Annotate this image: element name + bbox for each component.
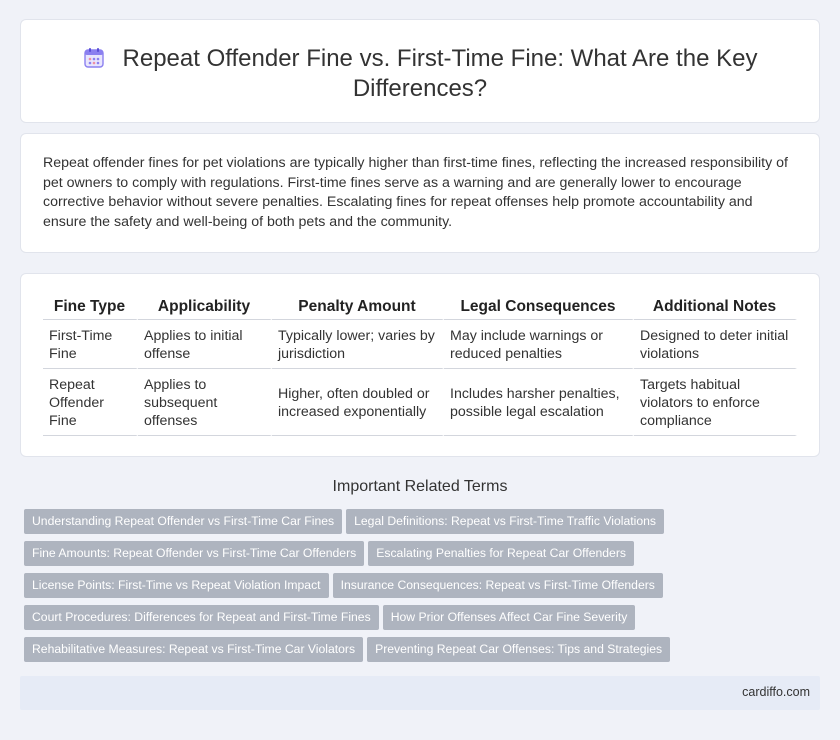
related-term-tag[interactable]: Fine Amounts: Repeat Offender vs First-Time Car Offenders [24,541,364,566]
related-term-tag[interactable]: Insurance Consequences: Repeat vs First-Time Offenders [333,573,663,598]
header-fine-type: Fine Type [43,296,138,320]
related-term-tag[interactable]: How Prior Offenses Affect Car Fine Severity [383,605,636,630]
table-row [43,320,797,369]
table-cell: First-Time Fine [43,320,138,369]
related-term-tag[interactable]: Preventing Repeat Car Offenses: Tips and Strategies [367,637,670,662]
header-additional-notes: Additional Notes [634,296,797,320]
calendar-icon [83,47,105,69]
related-term-tag[interactable]: Understanding Repeat Offender vs First-Time Car Fines [24,509,342,534]
table-cell: Applies to initial offense [138,320,272,369]
page-title-text: Repeat Offender Fine vs. First-Time Fine: What Are the Key Differences? [122,45,758,102]
footer-bar [20,676,820,710]
related-term-tag[interactable]: Rehabilitative Measures: Repeat vs First-Time Car Violators [24,637,363,662]
table-cell: Designed to deter initial violations [634,320,797,369]
table-row [43,369,797,436]
intro-card [20,133,820,253]
table-cell: Higher, often doubled or increased exponentially [272,369,444,436]
related-term-tag[interactable]: License Points: First-Time vs Repeat Violation Impact [24,573,329,598]
table-cell: Repeat Offender Fine [43,369,138,436]
related-term-tag[interactable]: Legal Definitions: Repeat vs First-Time Traffic Violations [346,509,664,534]
intro-paragraph: Repeat offender fines for pet violations are typically higher than first-time fines, reflecting the increased responsibility of pet owners to comply with regulations. First-time fines serve as a warning and are generally lower to encourage corrective behavior without severe penalties. Escalating fines for repeat offenses help promote accountability and ensure the safety and well-being of both pets and the community. [43,155,788,230]
related-term-tag[interactable]: Escalating Penalties for Repeat Car Offenders [368,541,634,566]
related-terms-heading: Important Related Terms [332,478,508,495]
related-term-tag[interactable]: Court Procedures: Differences for Repeat and First-Time Fines [24,605,379,630]
header-applicability: Applicability [138,296,272,320]
footer-site-name[interactable]: cardiffo.com [742,685,810,699]
table-header-row [43,296,797,320]
comparison-table-card [20,273,820,457]
tag-row [24,509,824,541]
tag-row [24,637,824,669]
tag-row [24,541,824,573]
header-penalty-amount: Penalty Amount [272,296,444,320]
header-card [20,19,820,123]
header-legal-consequences: Legal Consequences [444,296,634,320]
table-cell: Includes harsher penalties, possible legal escalation [444,369,634,436]
tag-row [24,605,824,637]
related-terms-list [24,509,824,669]
table-cell: Applies to subsequent offenses [138,369,272,436]
table-cell: Targets habitual violators to enforce compliance [634,369,797,436]
table-cell: Typically lower; varies by jurisdiction [272,320,444,369]
page-title [21,44,819,104]
comparison-table [43,296,797,436]
table-cell: May include warnings or reduced penalties [444,320,634,369]
tag-row [24,573,824,605]
